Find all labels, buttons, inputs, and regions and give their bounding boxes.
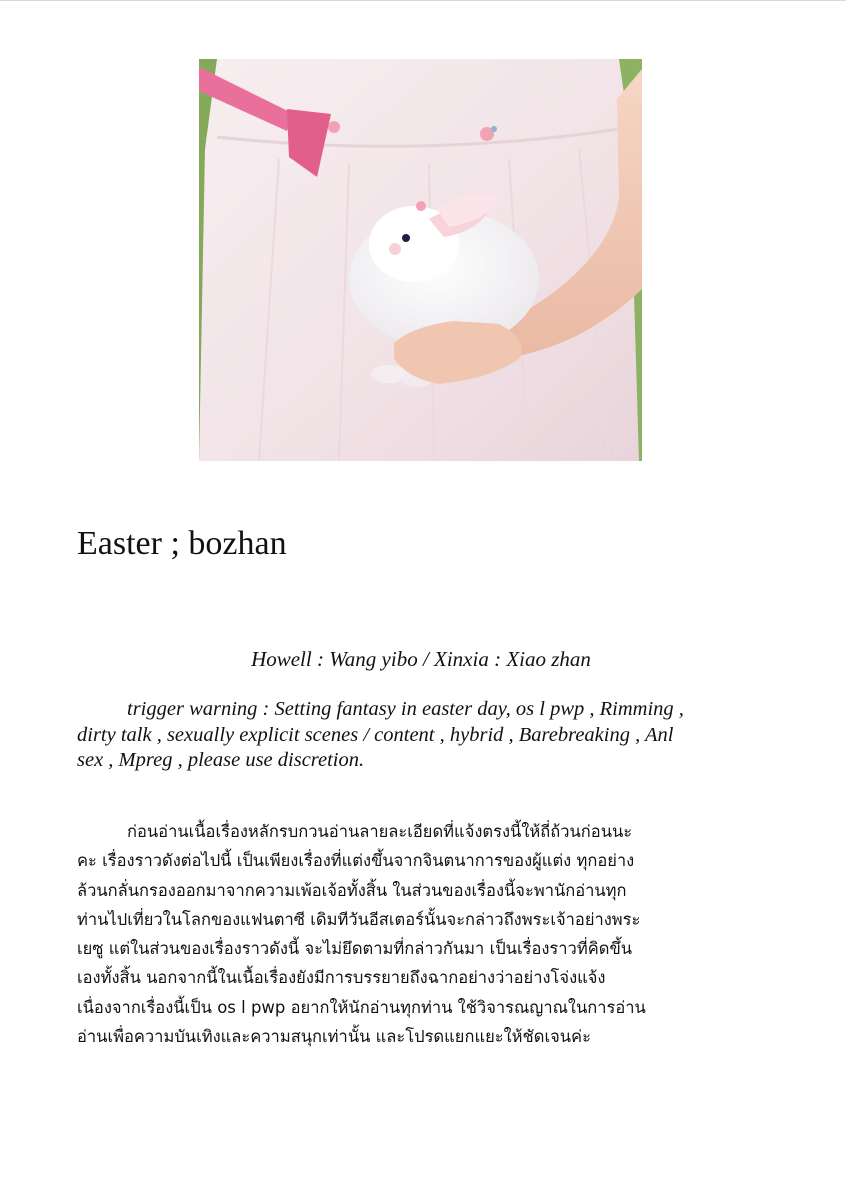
document-title: Easter ; bozhan: [77, 525, 287, 562]
cover-image: [199, 59, 642, 461]
trigger-warning: [77, 697, 767, 774]
cast-text: Howell : Wang yibo / Xinxia : Xiao zhan: [251, 647, 591, 671]
disclaimer-line: เนื่องจากเรื่องนี้เป็น os l pwp อยากให้นักอ่านทุกท่าน ใช้วิจารณญาณในการอ่าน: [77, 997, 646, 1017]
warning-line: sex , Mpreg , please use discretion.: [77, 749, 365, 771]
warning-line: dirty talk , sexually explicit scenes / content , hybrid , Barebreaking , Anl: [77, 723, 674, 746]
disclaimer-line: ก่อนอ่านเนื้อเรื่องหลักรบกวนอ่านลายละเอียดที่แจ้งตรงนี้ให้ถี่ถ้วนก่อนนะ: [127, 822, 633, 841]
page-top-rule: [0, 0, 846, 1]
disclaimer-line: อ่านเพื่อความบันเทิงและความสนุกเท่านั้น และโปรดแยกแยะให้ชัดเจนค่ะ: [77, 1027, 591, 1047]
disclaimer-line: เยซู แต่ในส่วนของเรื่องราวดังนี้ จะไม่ยึดตามที่กล่าวกันมา เป็นเรื่องราวที่คิดขึ้น: [77, 939, 633, 959]
disclaimer-line: ท่านไปเที่ยวในโลกของแฟนตาซี เดิมทีวันอีสเตอร์นั้นจะกล่าวถึงพระเจ้าอย่างพระ: [77, 909, 641, 929]
warning-line: trigger warning : Setting fantasy in easter day, os l pwp , Rimming ,: [127, 698, 684, 720]
thai-disclaimer: [77, 817, 777, 1051]
disclaimer-line: คะ เรื่องราวดังต่อไปนี้ เป็นเพียงเรื่องที่แต่งขึ้นจากจินตนาการของผู้แต่ง ทุกอย่าง: [77, 851, 635, 871]
cast-line: [0, 645, 846, 673]
rabbit-photo-illustration: [199, 59, 642, 461]
disclaimer-line: เองทั้งสิ้น นอกจากนี้ในเนื้อเรื่องยังมีการบรรยายถึงฉากอย่างว่าอย่างโจ่งแจ้ง: [77, 968, 606, 988]
disclaimer-line: ล้วนกลั่นกรองออกมาจากความเพ้อเจ้อทั้งสิ้น ในส่วนของเรื่องนี้จะพานักอ่านทุก: [77, 880, 627, 900]
